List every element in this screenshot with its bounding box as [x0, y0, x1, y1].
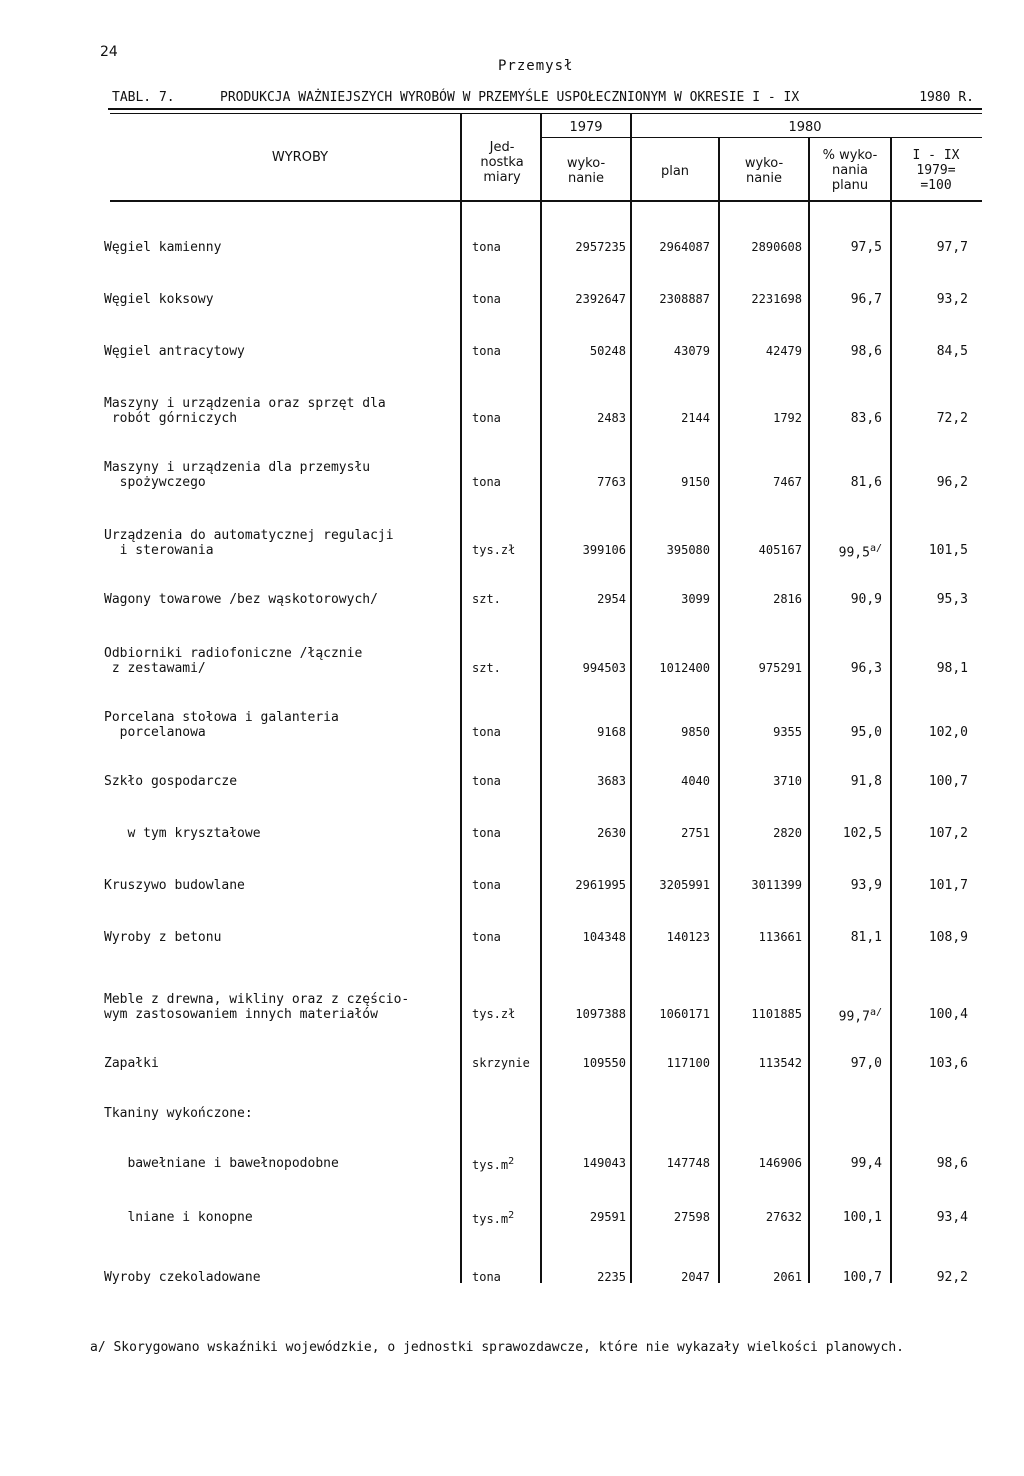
row-value-1980-exec: 1101885 — [751, 1007, 802, 1021]
row-value-plan: 395080 — [666, 543, 710, 557]
row-product-name: Zapałki — [104, 1056, 159, 1071]
row-unit: $tys.m^2$ — [472, 1210, 515, 1226]
row-value-index: 101,7 — [928, 878, 968, 893]
row-value-pct-plan: 96,7 — [850, 292, 882, 307]
row-product-name: Wyroby czekoladowane — [104, 1270, 261, 1285]
row-unit: $tys.m^2$ — [472, 1156, 515, 1172]
header-year-1980: 1980 — [788, 120, 822, 135]
footnote: a/ Skorygowano wskaźniki wojewódzkie, o jednostki sprawozdawcze, które nie wykazały wielkości planowych. — [90, 1340, 904, 1355]
row-product-name: Maszyny i urządzenia oraz sprzęt dla robót górniczych — [104, 396, 386, 426]
row-product-name: Porcelana stołowa i galanteria porcelanowa — [104, 710, 339, 740]
row-unit: tona — [472, 344, 501, 358]
row-value-1980-exec: 3710 — [773, 774, 802, 788]
row-value-index: 107,2 — [928, 826, 968, 841]
row-value-pct-plan: 81,1 — [850, 930, 882, 945]
row-value-pct-plan: 97,0 — [850, 1056, 882, 1071]
row-unit: tona — [472, 240, 501, 254]
row-value-plan: 1060171 — [659, 1007, 710, 1021]
row-value-1980-exec: 113542 — [758, 1056, 802, 1070]
row-value-1979-exec: 3683 — [597, 774, 626, 788]
footnote-marker: a/ — [869, 543, 882, 554]
row-value-plan: 43079 — [673, 344, 710, 358]
row-value-1980-exec: 2231698 — [751, 292, 802, 306]
row-value-1979-exec: 2630 — [597, 826, 626, 840]
row-value-index: 72,2 — [936, 411, 968, 426]
header-product: WYROBY — [271, 150, 329, 165]
row-value-1980-exec: 42479 — [765, 344, 802, 358]
row-unit: tona — [472, 475, 501, 489]
row-value-1979-exec: 104348 — [582, 930, 626, 944]
row-value-plan: 3099 — [681, 592, 710, 606]
row-value-1980-exec: 146906 — [758, 1156, 802, 1170]
row-value-index: 97,7 — [936, 240, 968, 255]
row-value-pct-plan: 98,6 — [850, 344, 882, 359]
row-value-plan: 3205991 — [659, 878, 710, 892]
row-value-1979-exec: 2961995 — [575, 878, 626, 892]
row-value-1980-exec: 2061 — [773, 1270, 802, 1284]
title-underline — [108, 108, 982, 110]
row-value-pct-plan: 90,9 — [850, 592, 882, 607]
row-product-name: Kruszywo budowlane — [104, 878, 245, 893]
row-value-index: 84,5 — [936, 344, 968, 359]
row-product-name: Tkaniny wykończone: — [104, 1106, 253, 1121]
row-value-1980-exec: 405167 — [758, 543, 802, 557]
row-value-index: 100,7 — [928, 774, 968, 789]
row-unit: tona — [472, 826, 501, 840]
row-value-1979-exec: 109550 — [582, 1056, 626, 1070]
row-value-1979-exec: 2954 — [597, 592, 626, 606]
row-value-plan: 2144 — [681, 411, 710, 425]
row-value-plan: 4040 — [681, 774, 710, 788]
row-value-plan: 2047 — [681, 1270, 710, 1284]
row-value-index: 102,0 — [928, 725, 968, 740]
row-value-1979-exec: 399106 — [582, 543, 626, 557]
row-product-name: Węgiel kamienny — [104, 240, 222, 255]
header-year-1979: 1979 — [569, 120, 603, 135]
row-value-pct-plan: $99,5^{a/}$ — [838, 543, 882, 561]
row-value-1979-exec: 50248 — [589, 344, 626, 358]
row-value-index: 93,4 — [936, 1210, 968, 1225]
col-rule-pct — [808, 137, 810, 1283]
row-value-1980-exec: 7467 — [773, 475, 802, 489]
header-bottom-rule — [110, 200, 982, 202]
col-rule-1979 — [540, 113, 542, 1283]
row-value-1979-exec: 2392647 — [575, 292, 626, 306]
row-value-index: 101,5 — [928, 543, 968, 558]
row-product-name: Maszyny i urządzenia dla przemysłu spożywczego — [104, 460, 371, 490]
table-year: 1980 R. — [919, 90, 974, 105]
page-number: 24 — [100, 44, 118, 60]
header-exec-1980: wyko- nanie — [744, 156, 784, 186]
header-pct-plan: % wyko- nania planu — [822, 148, 878, 193]
header-exec-1979: wyko- nanie — [566, 156, 606, 186]
row-value-1980-exec: 975291 — [758, 661, 802, 675]
row-value-index: 100,4 — [928, 1007, 968, 1022]
row-value-index: 98,1 — [936, 661, 968, 676]
row-value-1979-exec: 7763 — [597, 475, 626, 489]
row-value-index: 93,2 — [936, 292, 968, 307]
row-unit: tona — [472, 1270, 501, 1284]
row-product-name: w tym kryształowe — [104, 826, 261, 841]
row-value-pct-plan: 102,5 — [842, 826, 882, 841]
row-value-plan: 140123 — [666, 930, 710, 944]
row-unit: tona — [472, 411, 501, 425]
row-product-name: Wyroby z betonu — [104, 930, 222, 945]
row-value-pct-plan: 100,1 — [842, 1210, 882, 1225]
row-value-1980-exec: 3011399 — [751, 878, 802, 892]
row-value-1979-exec: 1097388 — [575, 1007, 626, 1021]
row-value-pct-plan: 97,5 — [850, 240, 882, 255]
row-value-1979-exec: 2483 — [597, 411, 626, 425]
row-value-1979-exec: 149043 — [582, 1156, 626, 1170]
row-value-1980-exec: 2890608 — [751, 240, 802, 254]
row-value-plan: 147748 — [666, 1156, 710, 1170]
row-value-1980-exec: 2816 — [773, 592, 802, 606]
row-product-name: Odbiorniki radiofoniczne /łącznie z zestawami/ — [104, 646, 363, 676]
col-rule-unit — [460, 113, 462, 1283]
row-value-pct-plan: 91,8 — [850, 774, 882, 789]
footnote-marker: a/ — [869, 1007, 882, 1018]
row-unit: tys.zł — [472, 543, 516, 557]
section-title: Przemysł — [498, 58, 574, 74]
row-value-pct-plan: 99,4 — [850, 1156, 882, 1171]
row-product-name: Wagony towarowe /bez wąskotorowych/ — [104, 592, 378, 607]
row-product-name: Meble z drewna, wikliny oraz z częścio- wym zastosowaniem innych materiałów — [104, 992, 410, 1022]
row-unit: szt. — [472, 661, 501, 675]
col-rule-plan — [630, 113, 632, 1283]
row-value-1980-exec: 9355 — [773, 725, 802, 739]
row-value-1979-exec: 2957235 — [575, 240, 626, 254]
row-product-name: Szkło gospodarcze — [104, 774, 238, 789]
row-value-plan: 9150 — [681, 475, 710, 489]
row-value-index: 103,6 — [928, 1056, 968, 1071]
row-product-name: Węgiel koksowy — [104, 292, 214, 307]
row-value-1980-exec: 1792 — [773, 411, 802, 425]
row-value-1979-exec: 9168 — [597, 725, 626, 739]
row-value-pct-plan: 83,6 — [850, 411, 882, 426]
row-value-1980-exec: 113661 — [758, 930, 802, 944]
row-unit: tona — [472, 878, 501, 892]
row-unit: tona — [472, 930, 501, 944]
row-value-pct-plan: $99,7^{a/}$ — [838, 1007, 882, 1025]
col-rule-1980 — [718, 137, 720, 1283]
row-value-pct-plan: 93,9 — [850, 878, 882, 893]
table-title: PRODUKCJA WAŻNIEJSZYCH WYROBÓW W PRZEMYŚLE USPOŁECZNIONYM W OKRESIE I - IX — [220, 90, 800, 105]
row-unit: szt. — [472, 592, 501, 606]
row-value-plan: 9850 — [681, 725, 710, 739]
row-value-1980-exec: 27632 — [765, 1210, 802, 1224]
row-value-plan: 2308887 — [659, 292, 710, 306]
row-value-1979-exec: 994503 — [582, 661, 626, 675]
row-product-name: lniane i konopne — [104, 1210, 253, 1225]
row-value-pct-plan: 96,3 — [850, 661, 882, 676]
row-value-plan: 2751 — [681, 826, 710, 840]
row-value-1979-exec: 29591 — [589, 1210, 626, 1224]
row-value-pct-plan: 81,6 — [850, 475, 882, 490]
row-value-index: 96,2 — [936, 475, 968, 490]
row-value-index: 98,6 — [936, 1156, 968, 1171]
row-value-plan: 27598 — [673, 1210, 710, 1224]
row-value-plan: 117100 — [666, 1056, 710, 1070]
table-label: TABL. 7. — [112, 90, 175, 105]
row-unit: skrzynie — [472, 1056, 530, 1070]
year-header-rule — [542, 137, 982, 138]
row-value-index: 95,3 — [936, 592, 968, 607]
row-unit: tona — [472, 292, 501, 306]
row-value-pct-plan: 95,0 — [850, 725, 882, 740]
col-rule-index — [890, 137, 892, 1283]
table-top-rule — [110, 113, 982, 114]
header-index: I - IX 1979= =100 — [912, 148, 960, 193]
row-value-1980-exec: 2820 — [773, 826, 802, 840]
row-value-index: 108,9 — [928, 930, 968, 945]
row-product-name: bawełniane i bawełnopodobne — [104, 1156, 339, 1171]
row-value-index: 92,2 — [936, 1270, 968, 1285]
header-plan: plan — [660, 164, 690, 179]
row-product-name: Węgiel antracytowy — [104, 344, 245, 359]
row-unit: tys.zł — [472, 1007, 516, 1021]
row-value-plan: 2964087 — [659, 240, 710, 254]
row-value-plan: 1012400 — [659, 661, 710, 675]
header-unit: Jed- nostka miary — [480, 140, 524, 185]
row-product-name: Urządzenia do automatycznej regulacji i sterowania — [104, 528, 394, 558]
row-unit: tona — [472, 725, 501, 739]
row-value-pct-plan: 100,7 — [842, 1270, 882, 1285]
row-unit: tona — [472, 774, 501, 788]
row-value-1979-exec: 2235 — [597, 1270, 626, 1284]
